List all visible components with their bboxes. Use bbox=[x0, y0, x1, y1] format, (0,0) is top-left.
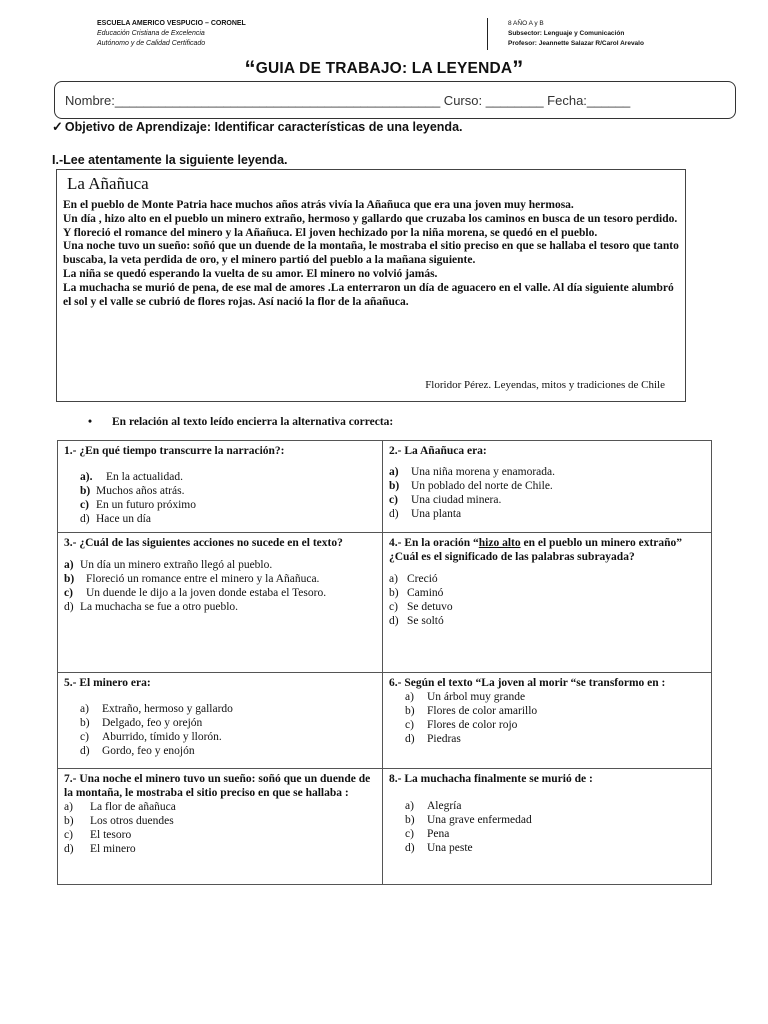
question-8 bbox=[383, 769, 712, 885]
story-paragraph: La niña se quedó esperando la vuelta de su amor. El minero no volvió jamás. bbox=[63, 267, 438, 280]
question-text: 4.- En la oración “hizo alto en el pueblo un minero extraño” ¿Cuál es el significado de las palabras subrayada? bbox=[389, 537, 683, 563]
option-b[interactable]: b) Flores de color amarillo bbox=[405, 705, 538, 717]
option-b[interactable]: b) Una grave enfermedad bbox=[405, 814, 532, 826]
subject-label: Subsector: Lenguaje y Comunicación bbox=[508, 30, 625, 37]
option-c[interactable]: c) Pena bbox=[405, 828, 450, 840]
question-7 bbox=[58, 769, 383, 885]
story-paragraph: Una noche tuvo un sueño: soñó que un duende de la montaña, le mostraba el sitio preciso en que se hallaba el tesoro que tanto buscaba, la veta perdida de oro, y el minero partió del pueblo a la mañana siguiente. bbox=[63, 240, 679, 267]
page-title bbox=[0, 56, 768, 82]
story-source: Floridor Pérez. Leyendas, mitos y tradiciones de Chile bbox=[425, 379, 665, 391]
option-b[interactable]: b) Un poblado del norte de Chile. bbox=[389, 480, 553, 492]
underlined-phrase: hizo alto bbox=[478, 537, 521, 549]
school-motto: Educación Cristiana de Excelencia bbox=[97, 30, 205, 37]
instruction-text: En relación al texto leído encierra la alternativa correcta: bbox=[112, 416, 394, 428]
option-b[interactable]: b) Delgado, feo y orejón bbox=[80, 717, 203, 729]
question-text: 1.- ¿En qué tiempo transcurre la narración?: bbox=[64, 445, 285, 457]
option-d[interactable]: d) Una peste bbox=[405, 842, 473, 854]
options-list bbox=[389, 799, 705, 855]
option-d[interactable]: d) El minero bbox=[64, 843, 136, 855]
option-d[interactable]: d) La muchacha se fue a otro pueblo. bbox=[64, 601, 239, 613]
option-a[interactable]: a) La flor de añañuca bbox=[64, 801, 176, 813]
option-c[interactable]: c) En un futuro próximo bbox=[80, 499, 196, 511]
question-6 bbox=[383, 673, 712, 769]
question-text: 8.- La muchacha finalmente se murió de : bbox=[389, 773, 593, 785]
option-c[interactable]: c) Flores de color rojo bbox=[405, 719, 518, 731]
course-label: 8 AÑO A y B bbox=[508, 20, 544, 27]
option-c[interactable]: c) Aburrido, tímido y llorón. bbox=[80, 731, 222, 743]
story-paragraph: Un día , hizo alto en el pueblo un minero extraño, hermoso y gallardo que cruzaba los caminos en busca de un tesoro perdido. bbox=[63, 212, 678, 225]
title-open-quote: “ bbox=[244, 56, 256, 81]
question-1 bbox=[58, 441, 383, 533]
story-paragraph: Y floreció el romance del minero y la Añañuca. El joven hechizado por la niña morena, se quedó en el pueblo. bbox=[63, 226, 598, 239]
table-row bbox=[58, 441, 712, 533]
options-list bbox=[389, 465, 705, 521]
option-d[interactable]: d) Una planta bbox=[389, 508, 462, 520]
header-divider bbox=[487, 18, 488, 50]
question-text: 7.- Una noche el minero tuvo un sueño: soñó que un duende de la montaña, le mostraba el sitio preciso en que se hallaba : bbox=[64, 773, 371, 799]
option-a[interactable]: a) Creció bbox=[389, 573, 438, 585]
question-text: 2.- La Añañuca era: bbox=[389, 445, 487, 457]
story-title: La Añañuca bbox=[67, 174, 149, 193]
table-row bbox=[58, 533, 712, 673]
options-list bbox=[64, 702, 376, 758]
question-text: 5.- El minero era: bbox=[64, 677, 151, 689]
option-a[interactable]: a) Extraño, hermoso y gallardo bbox=[80, 703, 233, 715]
title-close-quote: ” bbox=[512, 56, 524, 81]
options-list bbox=[64, 470, 376, 526]
option-d[interactable]: d) Hace un día bbox=[80, 513, 151, 525]
option-a[interactable]: a). En la actualidad. bbox=[80, 471, 183, 483]
option-c[interactable]: c) Un duende le dijo a la joven donde estaba el Tesoro. bbox=[64, 587, 327, 599]
story-paragraph: La muchacha se murió de pena, de ese mal de amores .La enterraron un día de aguacero en el valle. Al día siguiente alumbró el sol y el valle se cubrió de flores rojas. Así nació la flor de la añañuca. bbox=[63, 281, 674, 308]
options-list bbox=[389, 572, 705, 628]
question-4 bbox=[383, 533, 712, 673]
option-b[interactable]: b) Floreció un romance entre el minero y la Añañuca. bbox=[64, 573, 320, 585]
learning-objective bbox=[52, 119, 463, 135]
option-a[interactable]: a) Alegría bbox=[405, 800, 462, 812]
student-info-fields[interactable]: Nombre:_____________________________________________ Curso: ________ Fecha:______ bbox=[65, 93, 631, 108]
question-3 bbox=[58, 533, 383, 673]
option-b[interactable]: b) Los otros duendes bbox=[64, 815, 174, 827]
options-list bbox=[389, 690, 705, 746]
objective-text: Objetivo de Aprendizaje: Identificar características de una leyenda. bbox=[64, 120, 463, 134]
option-a[interactable]: a) Un día un minero extraño llegó al pueblo. bbox=[64, 559, 273, 571]
option-d[interactable]: d) Se soltó bbox=[389, 615, 444, 627]
school-header bbox=[97, 19, 246, 49]
option-d[interactable]: d) Gordo, feo y enojón bbox=[80, 745, 195, 757]
story-box bbox=[56, 169, 686, 402]
options-list bbox=[64, 558, 376, 614]
option-b[interactable]: b) Muchos años atrás. bbox=[80, 485, 185, 497]
option-a[interactable]: a) Un árbol muy grande bbox=[405, 691, 526, 703]
school-accreditation: Autónomo y de Calidad Certificado bbox=[97, 40, 206, 47]
options-list bbox=[64, 800, 376, 856]
teacher-label: Profesor: Jeannette Salazar R/Carol Arevalo bbox=[508, 40, 644, 47]
questions-table bbox=[57, 440, 712, 885]
table-row bbox=[58, 769, 712, 885]
story-body bbox=[63, 199, 679, 309]
story-paragraph: En el pueblo de Monte Patria hace muchos años atrás vivía la Añañuca que era una joven muy hermosa. bbox=[63, 199, 574, 211]
question-text: 6.- Según el texto “La joven al morir “se transformo en : bbox=[389, 677, 666, 689]
check-icon: ✓ bbox=[52, 119, 63, 134]
question-5 bbox=[58, 673, 383, 769]
option-c[interactable]: c) Se detuvo bbox=[389, 601, 453, 613]
section-title: I.-Lee atentamente la siguiente leyenda. bbox=[52, 153, 288, 167]
course-header bbox=[508, 19, 644, 49]
table-row bbox=[58, 673, 712, 769]
option-b[interactable]: b) Caminó bbox=[389, 587, 444, 599]
question-text: 3.- ¿Cuál de las siguientes acciones no sucede en el texto? bbox=[64, 537, 343, 549]
title-text: GUIA DE TRABAJO: LA LEYENDA bbox=[255, 60, 513, 77]
bullet-icon: • bbox=[88, 416, 93, 428]
instruction bbox=[88, 416, 394, 428]
student-info-box bbox=[54, 81, 736, 119]
option-c[interactable]: c) El tesoro bbox=[64, 829, 132, 841]
school-name: ESCUELA AMERICO VESPUCIO – CORONEL bbox=[97, 20, 246, 27]
option-c[interactable]: c) Una ciudad minera. bbox=[389, 494, 502, 506]
option-d[interactable]: d) Piedras bbox=[405, 733, 461, 745]
option-a[interactable]: a) Una niña morena y enamorada. bbox=[389, 466, 556, 478]
question-2 bbox=[383, 441, 712, 533]
